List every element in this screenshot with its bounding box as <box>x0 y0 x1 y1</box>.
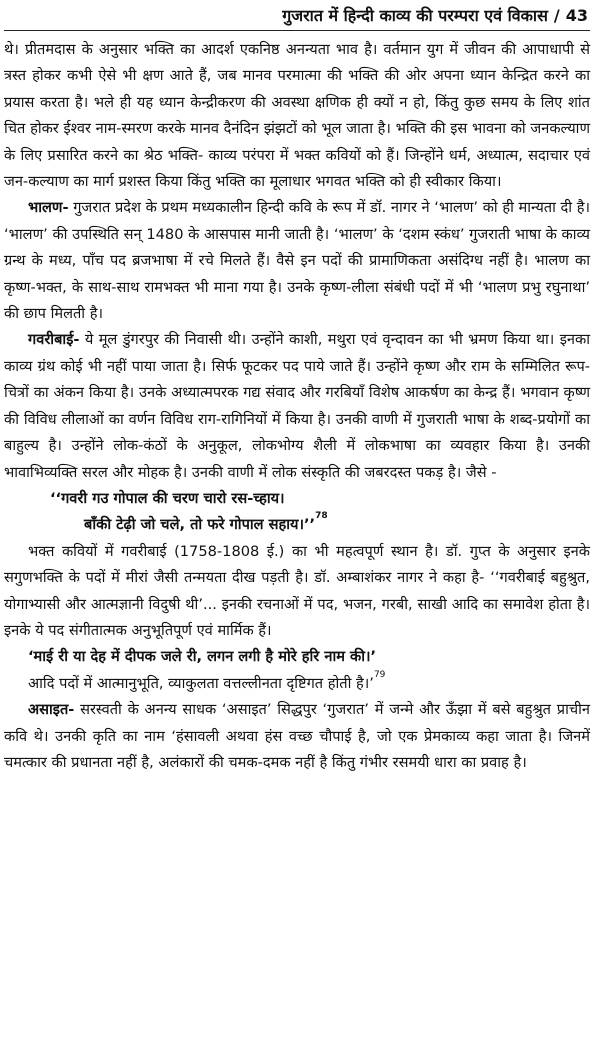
paragraph-atmanubhuti-text: आदि पदों में आत्मानुभूति, व्याकुलता वत्तल्लीनता दृष्टिगत होती है।’ <box>28 674 374 692</box>
quote1-line1: ‘‘गवरी गउ गोपाल की चरण चारो रस-च्हाय। <box>50 489 285 507</box>
page-number: 43 <box>565 5 588 25</box>
heading-bhalan: भालण- <box>28 199 69 217</box>
paragraph-gavaribai-text: ये मूल डुंगरपुर की निवासी थी। उन्होंने काशी, मथुरा एवं वृन्दावन का भी भ्रमण किया था। इनका काव्य ग्रंथ कोई भी नहीं पाया जाता है। सिर्फ फूटकर पद पाये जाते हैं। उन्होंने कृष्ण और राम के सम्मिलित रूप-चित्रों का अंकन किया है। उनके अध्यात्मपरक गद्य संवाद और गरबियाँ विशेष आकर्षण का केन्द्र हैं। भगवान कृष्ण की विविध लीलाओं का वर्णन विविध राग-रागिनियों में किया है। उनकी वाणी में गुजराती भाषा के शब्द-प्रयोगों का बाहुल्य है। उन्होंने लोक-कंठों के अनुकूल, लोकभोग्य शैली में लोकभाषा का व्यवहार किया है। उनकी भावाभिव्यक्ति सरल और मोहक है। उनकी वाणी में लोक संस्कृति की जबरदस्त पकड़ है। जैसे - <box>4 331 590 481</box>
footnote-ref-79: 79 <box>373 669 386 680</box>
heading-asait: असाइत- <box>28 701 75 719</box>
heading-gavaribai: गवरीबाई- <box>28 331 80 349</box>
running-title: गुजरात में हिन्दी काव्य की परम्परा एवं विकास <box>282 6 548 25</box>
running-header <box>4 0 590 31</box>
paragraph-gavaribai <box>4 327 590 485</box>
body-text <box>4 37 590 776</box>
paragraph-pritamdas: थे। प्रीतमदास के अनुसार भक्ति का आदर्श एकनिष्ठ अनन्यता भाव है। वर्तमान युग में जीवन की आपाधापी से त्रस्त होकर कभी ऐसे भी क्षण आते हैं, जब मानव परमात्मा की भक्ति की ओर अपना ध्यान केन्द्रित करने का प्रयास करता है। भले ही यह ध्यान केन्द्रीकरण की अवस्था क्षणिक ही क्यों न हो, किंतु कुछ समय के लिए शांत चित होकर ईश्वर नाम-स्मरण करके मानव दैनंदिन झंझटों को भूल जाता है। भक्ति की इस भावना को जनकल्याण के लिए प्रसारित करने का श्रेठ भक्ति- काव्य परंपरा में भक्त कवियों को हैं। जिन्होंने धर्म, अध्यात्म, सदाचार एवं जन-कल्याण का मार्ग प्रशस्त किया किंतु भक्ति का मूलाधार भगवत भक्ति को ही स्वीकार किया। <box>4 41 590 191</box>
paragraph-asait-text: सरस्वती के अनन्य साधक ‘असाइत’ सिद्धपुर ‘गुजरात’ में जन्मे और ऊँझा में बसे बहुश्रुत प्राचीन कवि थे। उनकी कृति का नाम ‘हंसावली अथवा हंस वच्छ चौपाई है, जो एक प्रेमकाव्य कहा जाता है। जिनमें चमत्कार की प्रधानता नहीं है, अलंकारों की चमक-दमक नहीं है किंतु गंभीर रसमयी धारा का प्रवाह है। <box>4 701 590 771</box>
paragraph-bhalan <box>4 195 590 327</box>
paragraph-gavaribai-importance: भक्त कवियों में गवरीबाई (1758-1808 ई.) का भी महत्वपूर्ण स्थान है। डॉ. गुप्त के अनुसार इनके सगुणभक्ति के पदों में मीरां जैसी तन्मयता दीख पड़ती है। डॉ. अम्बाशंकर नागर ने कहा है- ‘‘गवरीबाई बहुश्रुत, योगाभ्यासी और आत्मज्ञानी विदुषी थी’... इनकी रचनाओं में पद, भजन, गरबी, साखी आदि का समावेश होता है। इनके ये पद संगीतात्मक अनुभूतिपूर्ण एवं मार्मिक हैं। <box>4 542 590 639</box>
footnote-ref-78: 78 <box>315 511 328 522</box>
paragraph-bhalan-text: गुजरात प्रदेश के प्रथम मध्यकालीन हिन्दी कवि के रूप में डॉ. नागर ने ‘भालण’ को ही मान्यता दी है। ‘भालण’ की उपस्थिति सन् 1480 के आसपास मानी जाती है। ‘भालण’ के ‘दशम स्कंध’ गुजराती भाषा के काव्य ग्रन्थ के मध्य, पाँच पद ब्रजभाषा में रचे मिलते हैं। वैसे इन पदों की प्रामाणिकता असंदिग्ध नहीं है। भालण का कृष्ण-भक्त, के साथ-साथ रामभक्त भी माना गया है। उनके कृष्ण-लीला संबंधी पदों में भी ‘भालण प्रभु रघुनाथा’ की छाप मिलती है। <box>4 199 590 323</box>
paragraph-atmanubhuti <box>4 671 590 697</box>
header-separator: / <box>553 5 560 25</box>
quote2-line: ‘माई री या देह में दीपक जले री, लगन लगी है मोरे हरि नाम की।’ <box>28 648 377 666</box>
quote1-line2: बाँकी टेढ़ी जो चले, तो फरे गोपाल सहाय।’’ <box>84 516 316 534</box>
quote1-line2-wrap <box>4 512 590 538</box>
paragraph-asait <box>4 697 590 776</box>
